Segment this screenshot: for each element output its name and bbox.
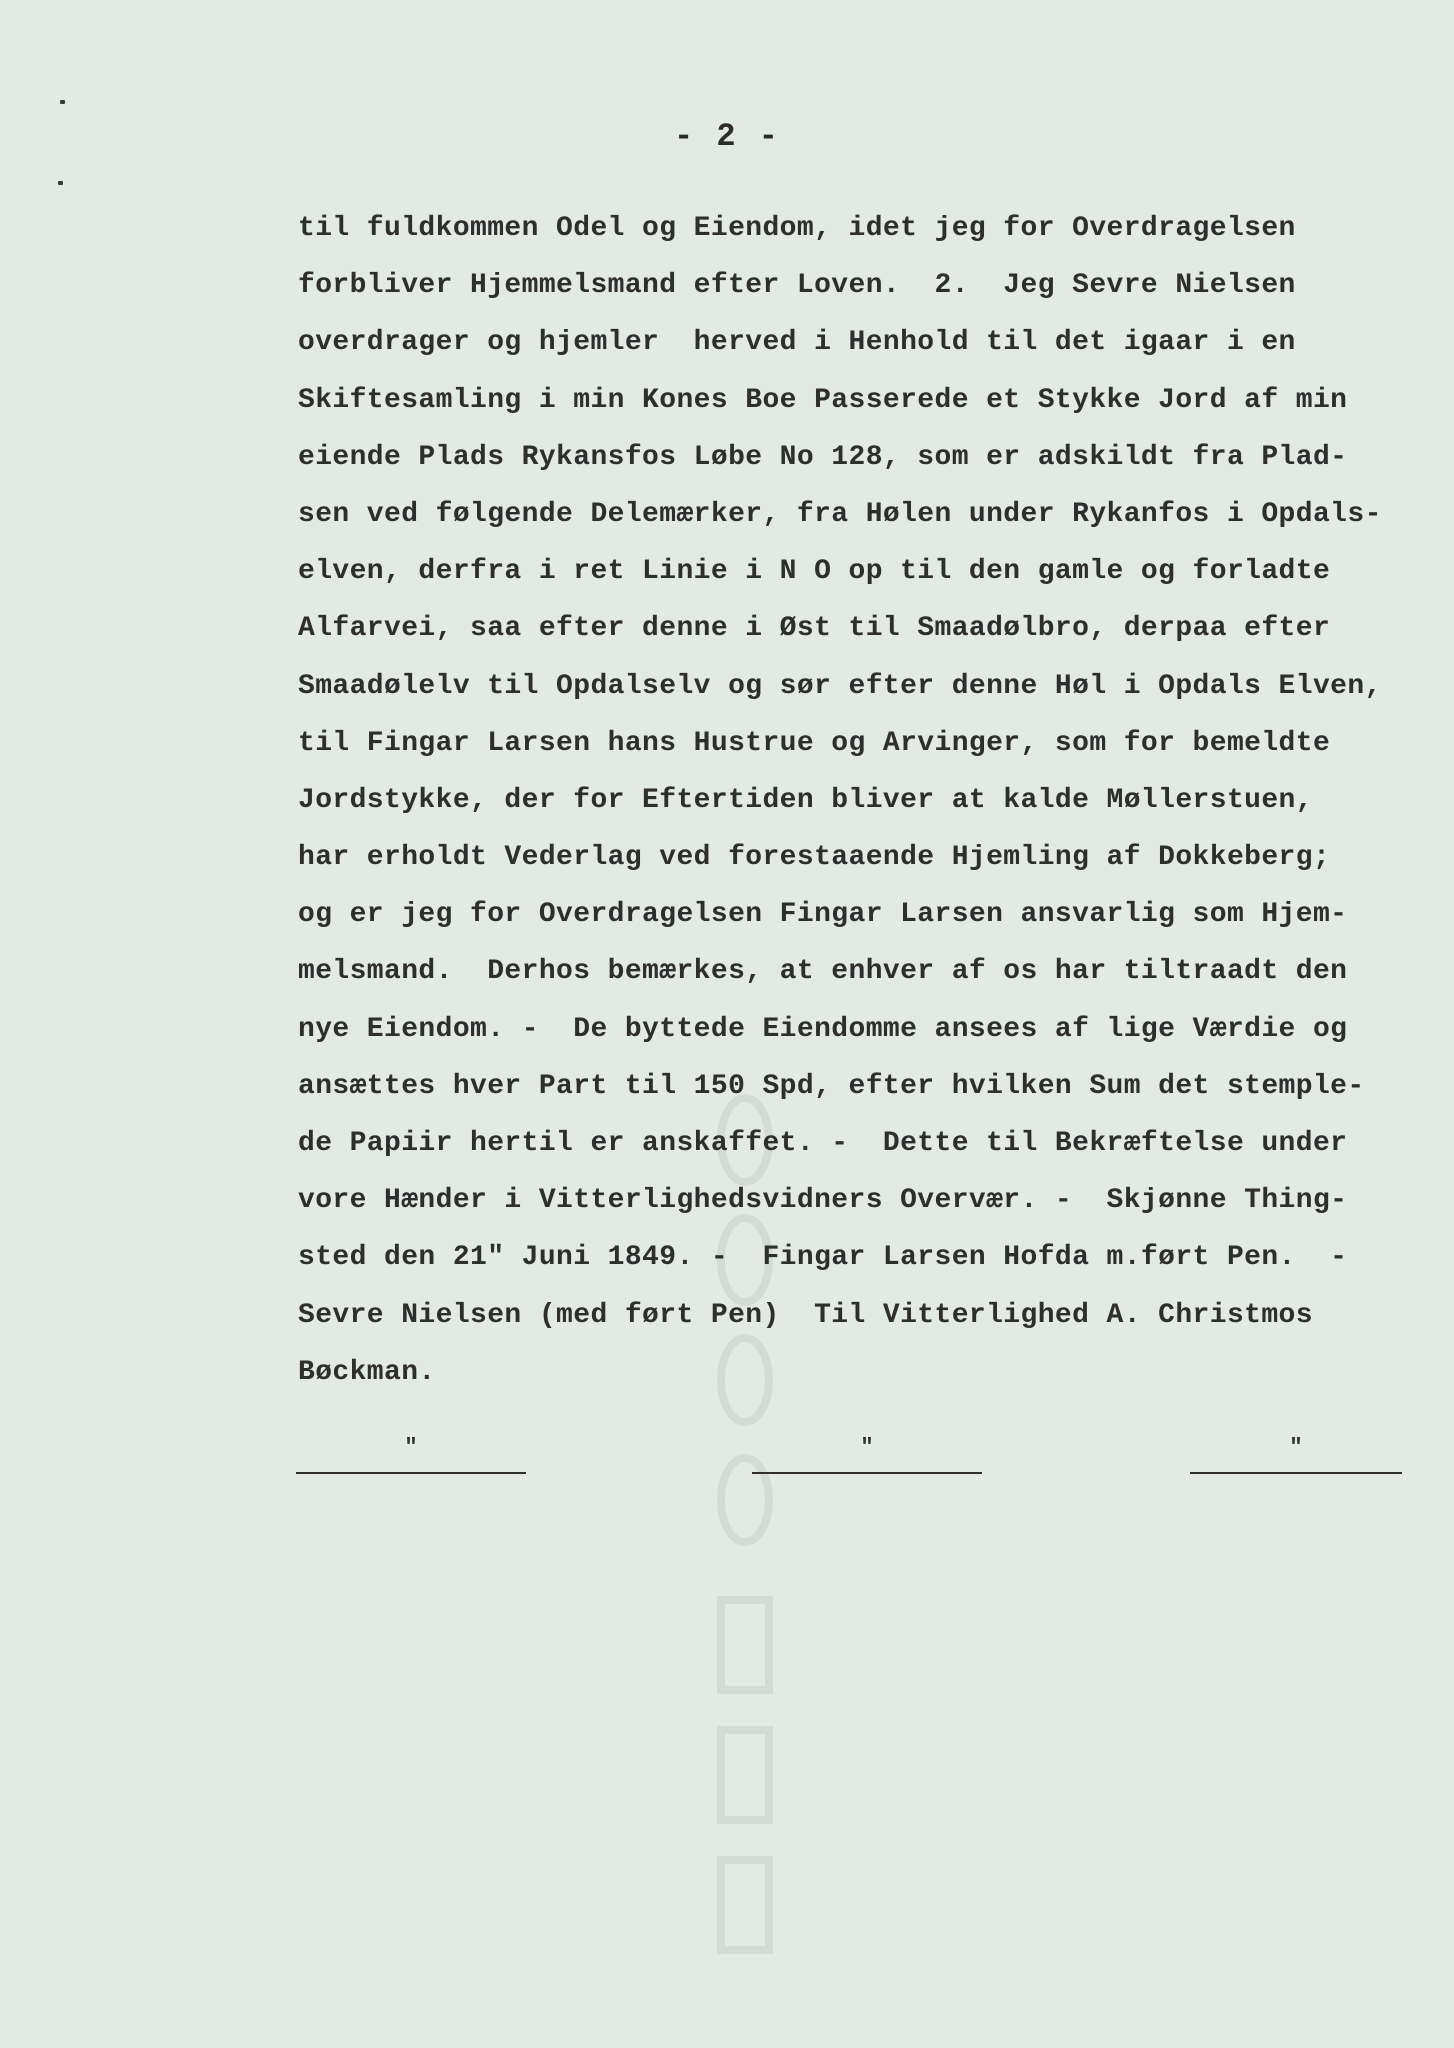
text-line: vore Hænder i Vitterlighedsvidners Overvær. - Skjønne Thing- (298, 1185, 1348, 1217)
text-line: sen ved følgende Delemærker, fra Hølen under Rykanfos i Opdals- (298, 498, 1382, 530)
text-line: sted den 21" Juni 1849. - Fingar Larsen Hofda m.ført Pen. - (298, 1242, 1348, 1274)
text-line: Alfarvei, saa efter denne i Øst til Smaadølbro, derpaa efter (298, 613, 1331, 645)
text-line: Jordstykke, der for Eftertiden bliver at kalde Møllerstuen, (298, 784, 1313, 816)
text-line: Smaadølelv til Opdalselv og sør efter denne Høl i Opdals Elven, (298, 670, 1382, 702)
text-line: har erholdt Vederlag ved forestaaende Hjemling af Dokkeberg; (298, 842, 1331, 874)
page-number: - 2 - (673, 118, 780, 155)
text-line: ansættes hver Part til 150 Spd, efter hvilken Sum det stemple- (298, 1070, 1365, 1102)
text-line: og er jeg for Overdragelsen Fingar Larsen ansvarlig som Hjem- (298, 899, 1348, 931)
text-line: melsmand. Derhos bemærkes, at enhver af os har tiltraadt den (298, 956, 1348, 988)
signature-line-left: " (296, 1424, 526, 1474)
edge-speck (60, 100, 65, 104)
document-body-text (298, 200, 1418, 1401)
text-line: de Papiir hertil er anskaffet. - Dette til Bekræftelse under (298, 1128, 1348, 1159)
text-line: eiende Plads Rykansfos Løbe No 128, som er adskildt fra Plad- (298, 441, 1348, 473)
text-line: Sevre Nielsen (med ført Pen) Til Vitterlighed A. Christmos (298, 1299, 1313, 1331)
text-line: nye Eiendom. - De byttede Eiendomme ansees af lige Værdie og (298, 1013, 1348, 1045)
signature-line-right: " (1190, 1424, 1402, 1474)
text-line: Skiftesamling i min Kones Boe Passerede et Stykke Jord af min (298, 384, 1348, 416)
text-line: Bøckman. (298, 1356, 436, 1388)
text-line: til Fingar Larsen hans Hustrue og Arvinger, som for bemeldte (298, 727, 1331, 759)
text-line: forbliver Hjemmelsmand efter Loven. 2. Jeg Sevre Nielsen (298, 270, 1296, 302)
text-line: til fuldkommen Odel og Eiendom, idet jeg for Overdragelsen (298, 213, 1296, 244)
edge-speck (58, 181, 63, 185)
signature-line-center: " (752, 1424, 982, 1474)
text-line: elven, derfra i ret Linie i N O op til den gamle og forladte (298, 556, 1331, 588)
text-line: overdrager og hjemler herved i Henhold til det igaar i en (298, 327, 1296, 359)
